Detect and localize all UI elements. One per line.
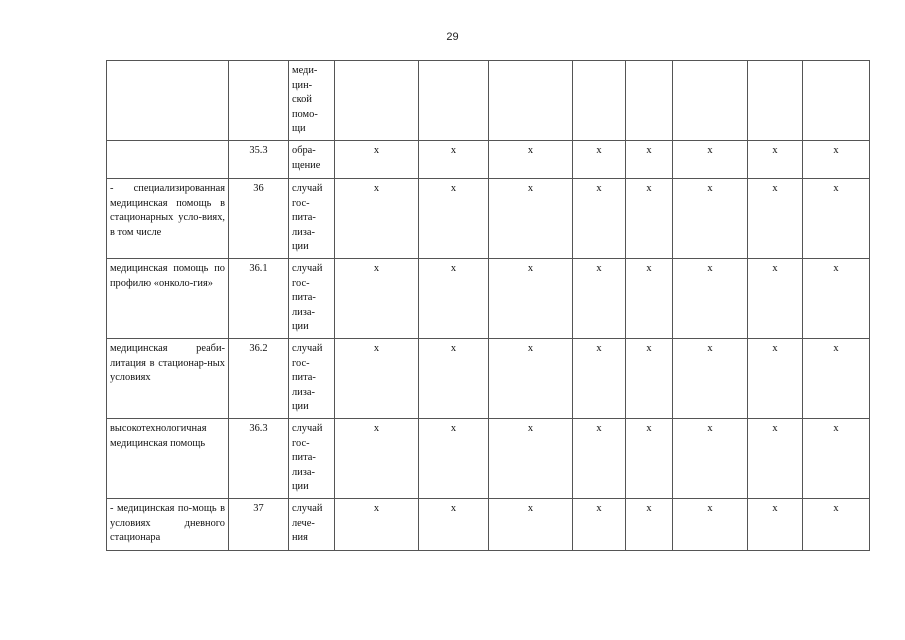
value-cell: х (748, 499, 803, 551)
value-cell: х (573, 141, 626, 179)
row-name-cell: медицинская реаби-литация в стационар-ных условиях (107, 339, 229, 419)
row-code-cell: 35.3 (229, 141, 289, 179)
data-table (106, 60, 870, 551)
value-cell: х (748, 179, 803, 259)
value-cell: х (489, 141, 573, 179)
row-unit-cell (289, 419, 335, 499)
row-code-cell: 37 (229, 499, 289, 551)
value-cell (335, 61, 419, 141)
value-cell: х (335, 499, 419, 551)
value-cell: х (489, 499, 573, 551)
value-cell: х (803, 141, 870, 179)
value-cell (748, 61, 803, 141)
row-unit-cell (289, 179, 335, 259)
row-name-cell (107, 61, 229, 141)
unit-text-line: пита- (292, 452, 316, 464)
value-cell: х (673, 419, 748, 499)
value-cell: х (335, 141, 419, 179)
value-cell: х (573, 419, 626, 499)
value-cell: х (803, 419, 870, 499)
unit-text-line: щи (292, 123, 306, 135)
unit-text-line: случай (292, 263, 323, 274)
unit-text-line: пита- (292, 372, 316, 384)
row-code-cell: 36.2 (229, 339, 289, 419)
unit-text-line: меди- (292, 65, 318, 76)
unit-text-line: гос- (292, 197, 310, 209)
row-code-cell (229, 61, 289, 141)
value-cell: х (573, 339, 626, 419)
value-cell: х (489, 179, 573, 259)
unit-text-line: щение (292, 159, 321, 171)
row-name-cell: - специализированная медицинская помощь в стационарных усло-виях, в том числе (107, 179, 229, 259)
row-code-cell: 36.3 (229, 419, 289, 499)
table-row (107, 259, 870, 339)
unit-text-line: гос- (292, 277, 310, 289)
value-cell: х (803, 339, 870, 419)
value-cell: х (673, 259, 748, 339)
value-cell: х (419, 419, 489, 499)
value-cell: х (626, 141, 673, 179)
unit-text-line: случай (292, 503, 323, 514)
unit-text-line: пита- (292, 292, 316, 304)
unit-text-line: ния (292, 532, 308, 544)
unit-text-line: случай (292, 423, 323, 434)
table-row (107, 499, 870, 551)
unit-text-line: случай (292, 183, 323, 194)
value-cell: х (573, 259, 626, 339)
unit-text-line: пита- (292, 212, 316, 224)
value-cell: х (748, 419, 803, 499)
unit-text-line: помо- (292, 108, 318, 120)
value-cell (803, 61, 870, 141)
value-cell: х (335, 339, 419, 419)
table-row (107, 179, 870, 259)
table-row (107, 141, 870, 179)
unit-text-line: ции (292, 481, 309, 493)
page-number: 29 (446, 31, 459, 43)
value-cell (573, 61, 626, 141)
value-cell (673, 61, 748, 141)
value-cell: х (673, 179, 748, 259)
value-cell: х (626, 179, 673, 259)
value-cell: х (419, 339, 489, 419)
row-name-cell: - медицинская по-мощь в условиях дневного стационара (107, 499, 229, 551)
value-cell: х (335, 259, 419, 339)
table-row (107, 419, 870, 499)
table-row (107, 61, 870, 141)
value-cell: х (573, 179, 626, 259)
value-cell: х (335, 419, 419, 499)
value-cell: х (489, 259, 573, 339)
unit-text-line: лиза- (292, 226, 315, 238)
unit-text-line: цин- (292, 79, 313, 91)
unit-text-line: ции (292, 401, 309, 413)
value-cell: х (748, 141, 803, 179)
row-name-cell: медицинская помощь по профилю «онколо-гия» (107, 259, 229, 339)
value-cell: х (673, 141, 748, 179)
unit-text-line: гос- (292, 357, 310, 369)
unit-text-line: ской (292, 94, 312, 106)
row-code-cell: 36.1 (229, 259, 289, 339)
value-cell: х (419, 499, 489, 551)
value-cell (626, 61, 673, 141)
table-row (107, 339, 870, 419)
value-cell: х (748, 259, 803, 339)
value-cell: х (489, 339, 573, 419)
value-cell: х (419, 179, 489, 259)
unit-text-line: лиза- (292, 306, 315, 318)
value-cell: х (626, 499, 673, 551)
value-cell: х (335, 179, 419, 259)
value-cell: х (489, 419, 573, 499)
value-cell: х (419, 259, 489, 339)
unit-text-line: гос- (292, 437, 310, 449)
unit-text-line: обра- (292, 145, 316, 156)
row-unit-cell (289, 141, 335, 179)
value-cell: х (419, 141, 489, 179)
value-cell: х (626, 419, 673, 499)
row-code-cell: 36 (229, 179, 289, 259)
row-name-cell: высокотехнологичная медицинская помощь (107, 419, 229, 499)
value-cell (419, 61, 489, 141)
value-cell: х (803, 499, 870, 551)
unit-text-line: ции (292, 321, 309, 333)
unit-text-line: лиза- (292, 466, 315, 478)
value-cell: х (626, 339, 673, 419)
unit-text-line: лиза- (292, 386, 315, 398)
value-cell: х (803, 179, 870, 259)
unit-text-line: ции (292, 241, 309, 253)
table-body (107, 61, 870, 551)
unit-text-line: лече- (292, 517, 315, 529)
row-unit-cell (289, 61, 335, 141)
row-unit-cell (289, 499, 335, 551)
value-cell: х (673, 499, 748, 551)
row-unit-cell (289, 339, 335, 419)
value-cell: х (748, 339, 803, 419)
value-cell: х (673, 339, 748, 419)
value-cell (489, 61, 573, 141)
row-unit-cell (289, 259, 335, 339)
value-cell: х (573, 499, 626, 551)
unit-text-line: случай (292, 343, 323, 354)
row-name-cell (107, 141, 229, 179)
value-cell: х (626, 259, 673, 339)
value-cell: х (803, 259, 870, 339)
